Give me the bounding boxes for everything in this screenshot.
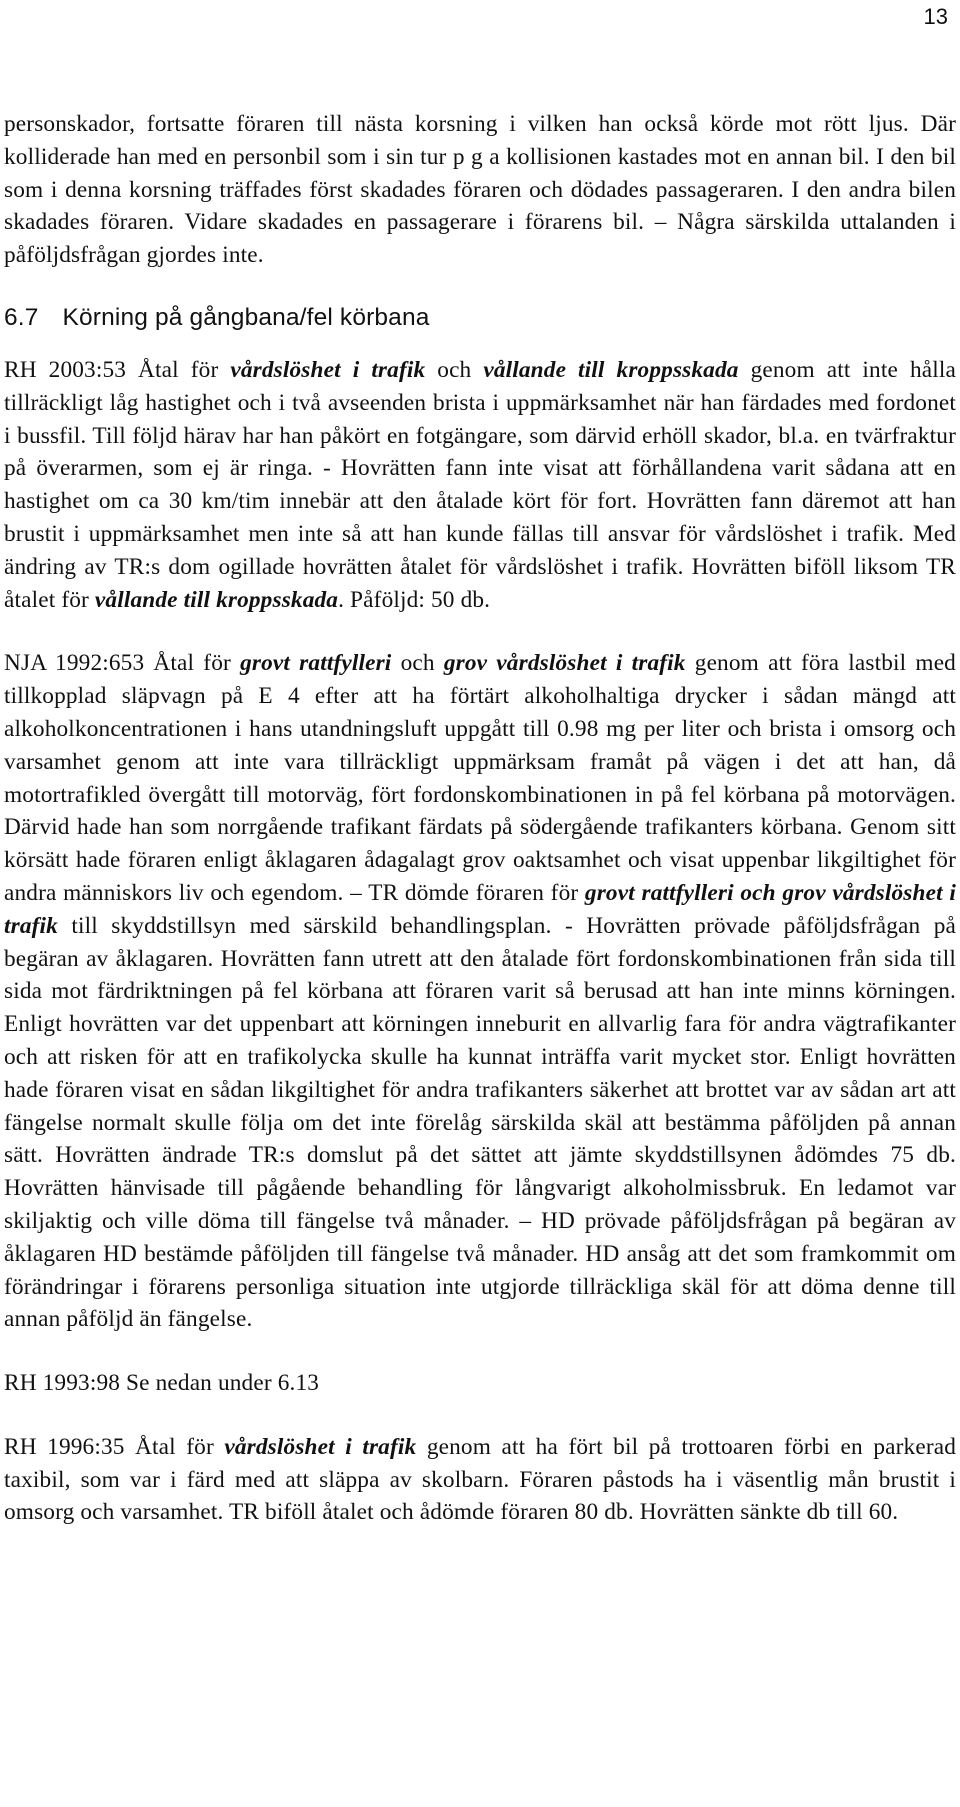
case-reference: RH 1993:98 (4, 1370, 121, 1397)
section-heading (4, 302, 956, 334)
charge-term: vållande till kroppsskada (94, 586, 339, 613)
case-text: Åtal för (144, 650, 241, 677)
page-number: 13 (923, 4, 948, 29)
case-nja-1992-653 (4, 647, 956, 1336)
case-rh-2003-53 (4, 354, 956, 616)
charge-term: vårdslöshet i trafik (224, 1433, 417, 1460)
case-text: och (391, 650, 444, 677)
case-reference: RH 1996:35 (4, 1433, 125, 1460)
case-rh-1996-35 (4, 1431, 956, 1529)
intro-paragraph: personskador, fortsatte föraren till nästa korsning i vilken han också körde mot rött ljus. Där kolliderade han med en personbil som i sin tur p g a kollisionen kastades mot en annan bil. I den bil som i denna korsning träffades först skadades föraren och dödades passageraren. I den andra bilen skadades föraren. Vidare skadades en passagerare i förarens bil. – Några särskilda uttalanden i påföljdsfrågan gjordes inte. (4, 111, 956, 269)
case-text: Åtal för (126, 356, 231, 383)
case-text: genom att inte hålla tillräckligt låg hastighet och i två avseenden brista i uppmärksamhet när han färdades med fordonet i bussfil. Till följd härav har han påkört en fotgängare, som därvid erhöll skador, bl.a. en tvärfraktur på överarmen, som ej är ringa. - Hovrätten fann inte visat att förhållandena varit sådana att en hastighet om ca 30 km/tim innebär att den åtalade kört för fort. Hovrätten fann däremot att han brustit i uppmärksamhet men inte så att han kunde fällas till ansvar för vårdslöshet i trafik. Med ändring av TR:s dom ogillade hovrätten åtalet för vårdslöshet i trafik. Hovrätten biföll liksom TR åtalet för (4, 356, 956, 613)
charge-term: vållande till kroppsskada (483, 356, 739, 383)
charge-term: grov vårdslöshet i trafik (443, 650, 686, 677)
case-text: Åtal för (124, 1433, 225, 1460)
charge-term: grovt rattfylleri (240, 650, 392, 677)
case-text: . Påföljd: 50 db. (338, 586, 491, 613)
case-text: Se nedan under 6.13 (120, 1370, 320, 1397)
charge-term: grovt rattfylleri och grov vårdslöshet i trafik (4, 879, 956, 939)
section-number: 6.7 (4, 303, 39, 331)
case-reference: RH 2003:53 (4, 356, 127, 383)
document-body (4, 108, 956, 1560)
charge-term: vårdslöshet i trafik (230, 356, 426, 383)
case-text: till skyddstillsyn med särskild behandlingsplan. - Hovrätten prövade påföljdsfrågan på begäran av åklagaren. Hovrätten fann utrett att den åtalade fört fordonskombinationen från sida till sida mot färdriktningen på fel körbana att föraren varit så berusad att han inte minns körningen. Enligt hovrätten var det uppenbart att körningen inneburit en allvarlig fara för andra vägtrafikanter och att risken för att en trafikolycka skulle ha kunnat inträffa varit mycket stor. Enligt hovrätten hade föraren visat en sådan likgiltighet för andra trafikanters säkerhet att brottet var av sådan art att fängelse normalt skulle följa om det inte förelåg särskilda skäl att bestämma påföljden på annan sätt. Hovrätten ändrade TR:s domslut på det sättet att jämte skyddstillsynen ådömdes 75 db. Hovrätten hänvisade till pågående behandling för långvarigt alkoholmissbruk. En ledamot var skiljaktig och ville döma till fängelse två månader. – HD prövade påföljdsfrågan på begäran av åklagaren HD bestämde påföljden till fängelse två månader. HD ansåg att det som framkommit om förändringar i förarens personliga situation inte utgjorde tillräckliga skäl för att döma denne till annan påföljd än fängelse. (4, 912, 956, 1333)
case-text: genom att föra lastbil med tillkopplad släpvagn på E 4 efter att ha förtärt alkoholhaltiga drycker i sådan mängd att alkoholkoncentrationen i hans utandningsluft uppgått till 0.98 mg per liter och brista i omsorg och varsamhet genom att inte vara tillräckligt uppmärksam framåt på vägen i det att han, då motortrafikled övergått till motorväg, fört fordonskombinationen in på fel körbana på motorvägen. Därvid hade han som norrgående trafikant färdats på södergående trafikanters körbana. Genom sitt körsätt hade föraren enligt åklagaren ådagalagt grov oaktsamhet och visat uppenbar likgiltighet för andra människors liv och egendom. – TR dömde föraren för (4, 650, 956, 906)
section-title: Körning på gångbana/fel körbana (62, 303, 430, 331)
case-rh-1993-98 (4, 1367, 956, 1400)
case-reference: NJA 1992:653 (4, 650, 145, 677)
case-text: och (425, 356, 484, 383)
case-text: genom att ha fört bil på trottoaren förbi en parkerad taxibil, som var i färd med att släppa av skolbarn. Föraren påstods ha i väsentlig mån brustit i omsorg och varsamhet. TR biföll åtalet och ådömde föraren 80 db. Hovrätten sänkte db till 60. (4, 1433, 957, 1526)
